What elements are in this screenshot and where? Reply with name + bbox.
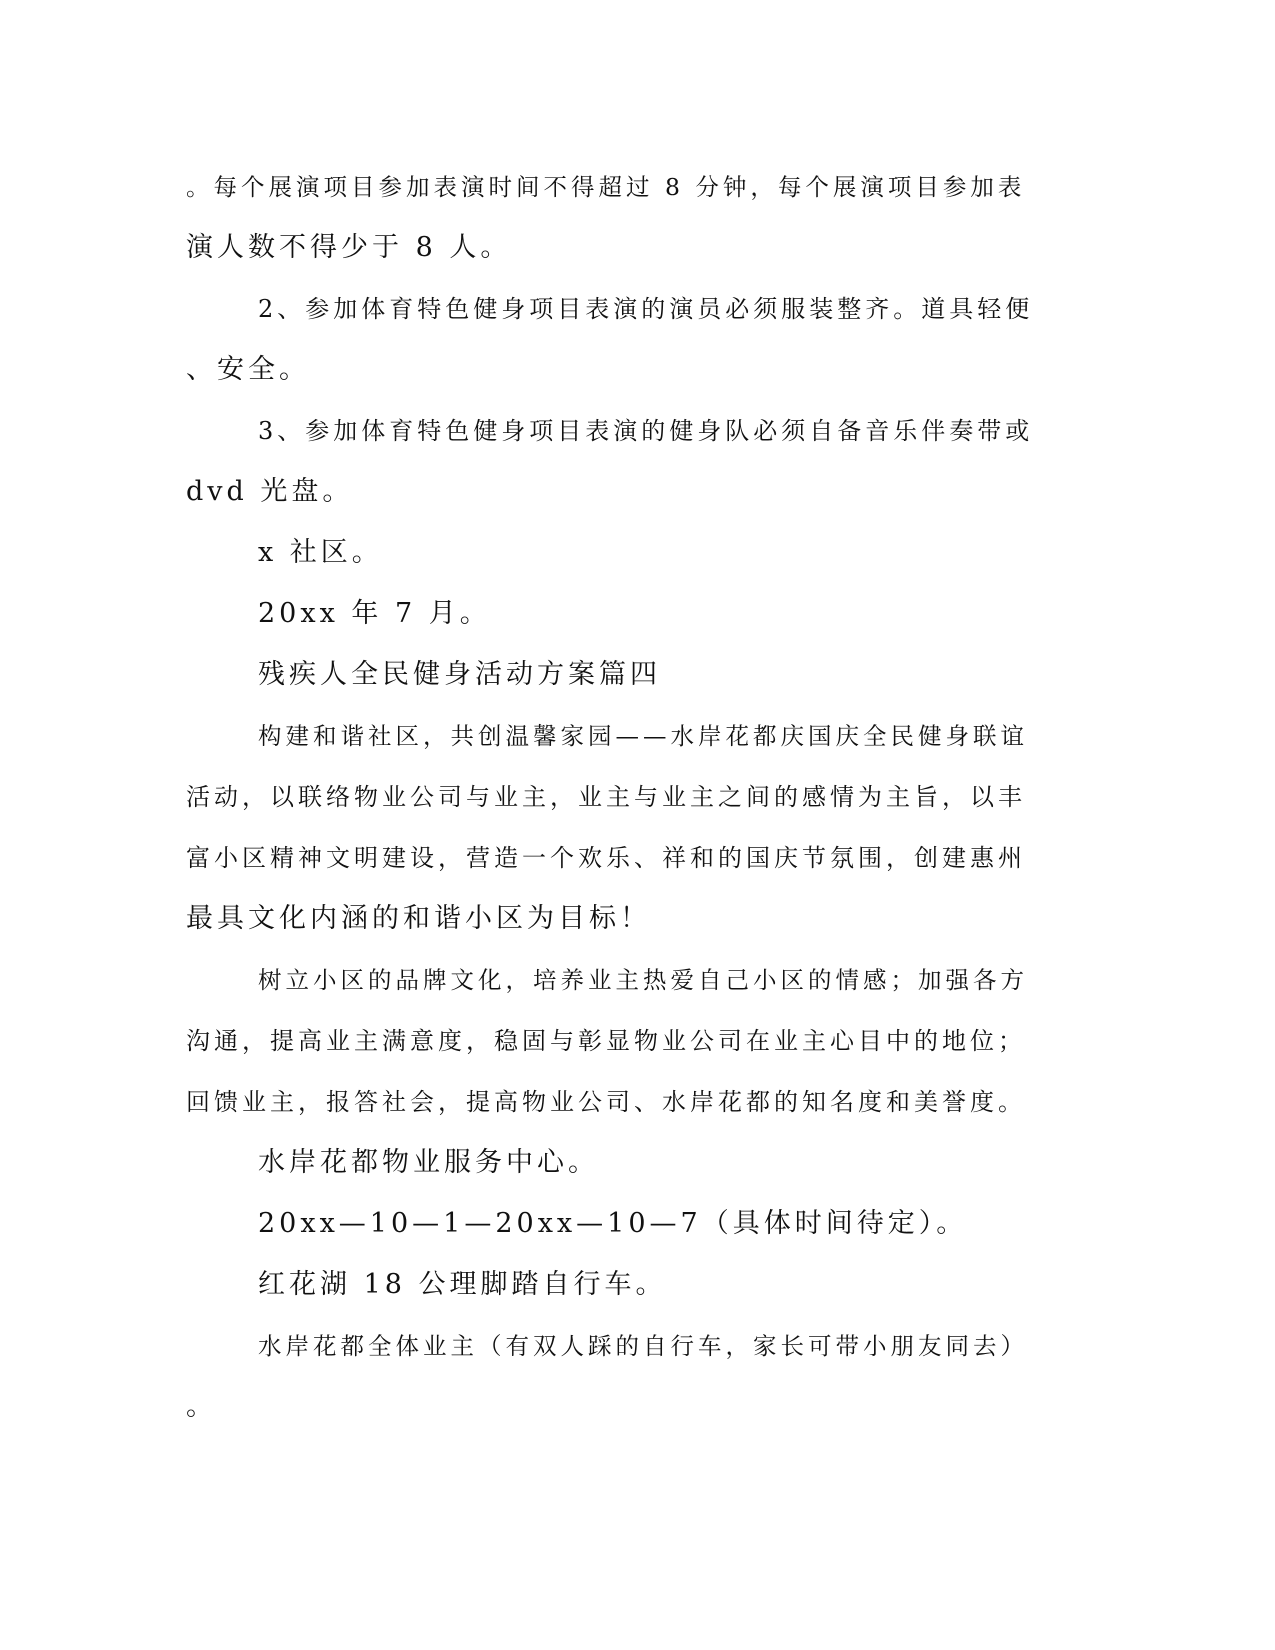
text-line: 3、参加体育特色健身项目表演的健身队必须自备音乐伴奏带或 — [258, 417, 1034, 445]
text-line: 回馈业主，报答社会，提高物业公司、水岸花都的知名度和美誉度。 — [186, 1088, 1026, 1116]
text-line: 红花湖 18 公理脚踏自行车。 — [258, 1269, 667, 1300]
text-line: 沟通，提高业主满意度，稳固与彰显物业公司在业主心目中的地位； — [186, 1027, 1026, 1055]
text-line: 最具文化内涵的和谐小区为目标！ — [186, 903, 651, 934]
text-line: 。每个展演项目参加表演时间不得超过 8 分钟，每个展演项目参加表 — [186, 173, 1026, 201]
text-line: 20xx—10—1—20xx—10—7（具体时间待定）。 — [258, 1208, 968, 1239]
text-line: 活动，以联络物业公司与业主，业主与业主之间的感情为主旨，以丰 — [186, 783, 1026, 811]
section-heading: 残疾人全民健身活动方案篇四 — [258, 659, 661, 690]
text-line: 富小区精神文明建设，营造一个欢乐、祥和的国庆节氛围，创建惠州 — [186, 844, 1026, 872]
text-line: 水岸花都物业服务中心。 — [258, 1147, 599, 1178]
text-line: 。 — [186, 1391, 217, 1422]
text-line: 演人数不得少于 8 人。 — [186, 232, 512, 263]
text-line: x 社区。 — [258, 537, 383, 568]
text-line: 树立小区的品牌文化，培养业主热爱自己小区的情感；加强各方 — [258, 966, 1028, 994]
text-line: 、安全。 — [186, 354, 310, 385]
text-line: 20xx 年 7 月。 — [258, 598, 491, 629]
text-line: dvd 光盘。 — [186, 476, 354, 507]
text-line: 2、参加体育特色健身项目表演的演员必须服装整齐。道具轻便 — [258, 295, 1034, 323]
text-line: 构建和谐社区，共创温馨家园——水岸花都庆国庆全民健身联谊 — [258, 722, 1028, 750]
text-line: 水岸花都全体业主（有双人踩的自行车，家长可带小朋友同去） — [258, 1332, 1028, 1360]
